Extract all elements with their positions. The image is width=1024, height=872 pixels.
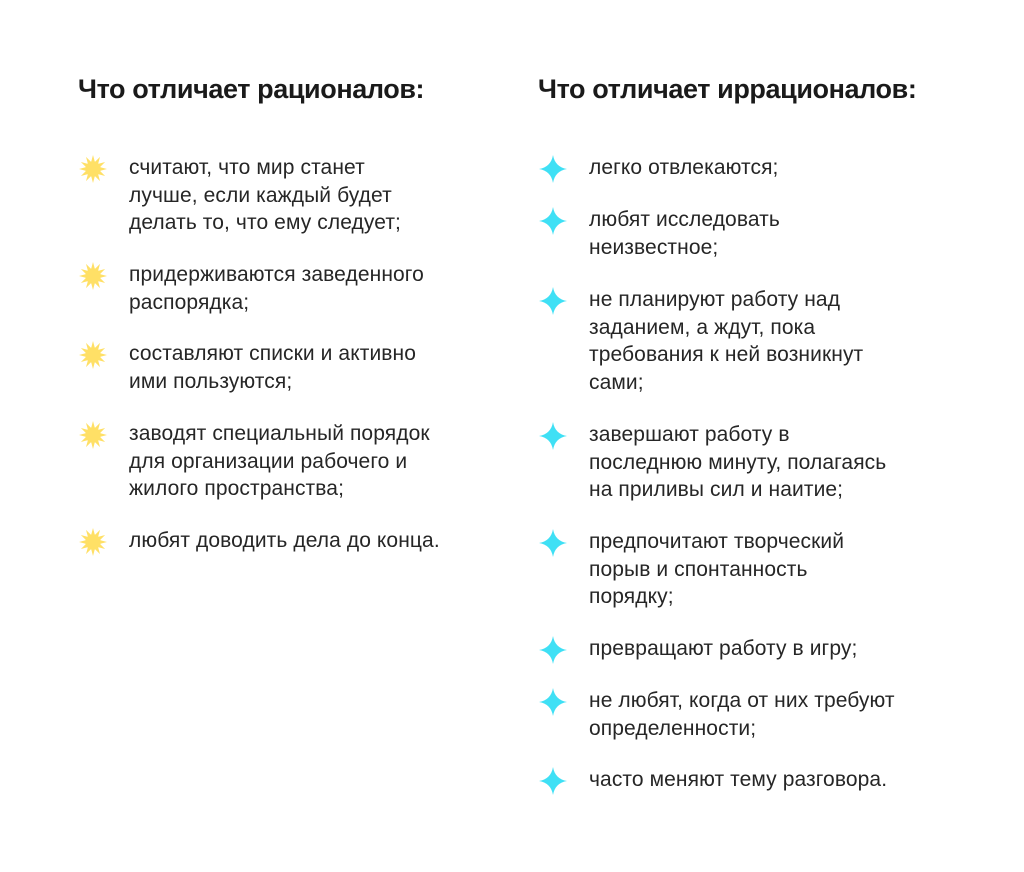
rationals-list-item — [78, 154, 401, 237]
irrationals-item-text: легко отвлекаются; — [589, 156, 779, 179]
irrationals-item-text: часто меняют тему разговора. — [589, 768, 888, 791]
irrationals-list-item — [538, 687, 895, 742]
irrationals-item-text: превращают работу в игру; — [589, 637, 858, 660]
sun-icon — [78, 527, 108, 557]
rationals-item-text: считают, что мир станет лучше, если каждый будет делать то, что ему следует; — [129, 156, 401, 234]
irrationals-list-item — [538, 635, 857, 665]
sparkle-icon — [538, 421, 568, 451]
irrationals-title: Что отличает иррационалов: — [538, 74, 917, 104]
rationals-title: Что отличает рационалов: — [78, 74, 425, 104]
rationals-list-item — [78, 527, 440, 557]
irrationals-list-item — [538, 421, 886, 504]
irrationals-list-item — [538, 154, 778, 184]
sparkle-icon — [538, 635, 568, 665]
sparkle-icon — [538, 687, 568, 717]
irrationals-list-item — [538, 286, 863, 396]
rationals-list-item — [78, 261, 424, 316]
rationals-item-text: любят доводить дела до конца. — [129, 529, 440, 552]
sparkle-icon — [538, 528, 568, 558]
irrationals-item-text: любят исследовать неизвестное; — [589, 208, 780, 259]
sparkle-icon — [538, 286, 568, 316]
rationals-item-text: придерживаются заведенного распорядка; — [129, 263, 424, 314]
irrationals-list-item — [538, 528, 844, 611]
rationals-item-text: заводят специальный порядок для организации рабочего и жилого пространства; — [129, 422, 430, 500]
irrationals-list-item — [538, 766, 887, 796]
sparkle-icon — [538, 766, 568, 796]
irrationals-item-text: не любят, когда от них требуют определенности; — [589, 689, 895, 740]
sun-icon — [78, 420, 108, 450]
irrationals-item-text: предпочитают творческий порыв и спонтанность порядку; — [589, 530, 845, 608]
rationals-list-item — [78, 340, 416, 395]
irrationals-item-text: завершают работу в последнюю минуту, полагаясь на приливы сил и наитие; — [589, 423, 887, 501]
irrationals-item-text: не планируют работу над заданием, а ждут, пока требования к ней возникнут сами; — [589, 288, 864, 394]
rationals-item-text: составляют списки и активно ими пользуются; — [129, 342, 417, 393]
sun-icon — [78, 340, 108, 370]
irrationals-list-item — [538, 206, 780, 261]
sparkle-icon — [538, 206, 568, 236]
rationals-list-item — [78, 420, 430, 503]
sparkle-icon — [538, 154, 568, 184]
sun-icon — [78, 154, 108, 184]
sun-icon — [78, 261, 108, 291]
